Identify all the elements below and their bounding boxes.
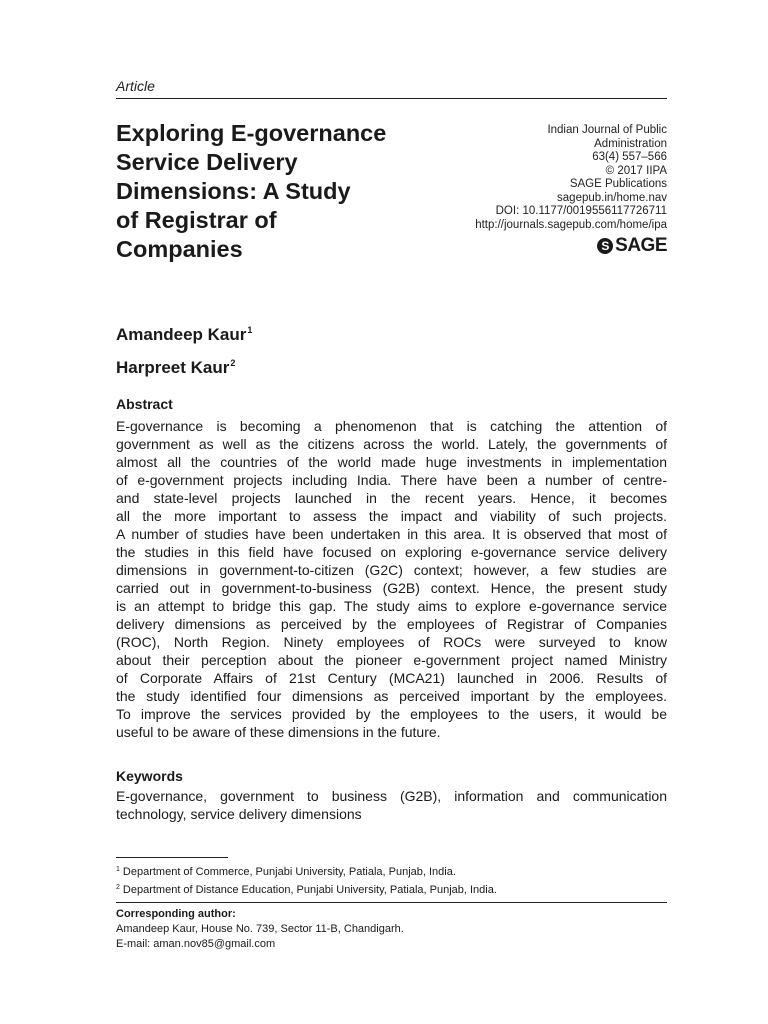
article-title [116,119,446,264]
journal-url[interactable]: http://journals.sagepub.com/home/ipa [475,218,667,231]
footnote-rule [116,857,228,858]
abstract-line: delivery dimensions as perceived by the employees of Registrar of Companies [116,616,667,632]
title-line: Companies [116,236,243,262]
journal-copyright: © 2017 IIPA [605,164,667,177]
abstract-line: the studies in this field have focused on exploring e-governance service delivery [116,544,667,560]
abstract-text [116,417,667,741]
abstract-line: E-governance is becoming a phenomenon that is catching the attention of [116,418,667,434]
author-list [116,316,252,382]
keywords-line: E-governance, government to business (G2B), information and communication [116,788,667,804]
sage-logo [597,235,667,257]
header-rule [116,98,667,99]
title-line: of Registrar of [116,207,277,233]
abstract-line: all the more important to assess the impact and viability of such projects. [116,508,667,524]
abstract-line: useful to be aware of these dimensions in the future. [116,724,441,740]
journal-doi[interactable]: DOI: 10.1177/0019556117726711 [495,205,667,217]
abstract-line: almost all the countries of the world made huge investments in implementation [116,454,667,470]
abstract-line: dimensions in government-to-citizen (G2C) context; however, a few studies are [116,562,667,578]
abstract-line: A number of studies have been undertaken in this area. It is observed that most of [116,526,667,542]
title-line: Dimensions: A Study [116,178,351,204]
abstract-line: of e-government projects including India. There have been a number of centre- [116,472,667,488]
journal-name-line: Indian Journal of Public [547,124,667,136]
abstract-line: To improve the services provided by the employees to the users, it would be [116,706,667,722]
journal-info [407,124,667,232]
abstract-line: (ROC), North Region. Ninety employees of ROCs were surveyed to know [116,634,667,650]
abstract-line: is an attempt to bridge this gap. The study aims to explore e-governance service [116,598,667,614]
abstract-line: government as well as the citizens across the world. Lately, the governments of [116,436,667,452]
keywords-heading: Keywords [116,768,183,784]
journal-website[interactable]: sagepub.in/home.nav [557,191,667,204]
title-line: Service Delivery [116,149,298,175]
corresponding-author [116,907,667,952]
corresponding-rule [116,902,667,903]
journal-publisher: SAGE Publications [569,178,667,190]
author-name: Harpreet Kaur$^2$ [116,358,236,377]
abstract-heading: Abstract [116,396,173,412]
footnotes [116,862,667,898]
corresponding-email[interactable]: E-mail: aman.nov85@gmail.com [116,938,276,950]
journal-name-line: Administration [594,137,667,150]
corresponding-address: Amandeep Kaur, House No. 739, Sector 11-B, Chandigarh. [116,923,404,935]
abstract-line: of Corporate Affairs of 21st Century (MCA21) launched in 2006. Results of [116,670,667,686]
footnote: $^1$ Department of Commerce, Punjabi University, Patiala, Punjab, India. [116,866,456,878]
abstract-line: the study identified four dimensions as perceived important by the employees. [116,688,667,704]
abstract-line: about their perception about the pioneer e-government project named Ministry [116,652,667,668]
corresponding-heading: Corresponding author: [116,908,236,920]
section-label: Article [116,78,155,94]
author-name: Amandeep Kaur$^1$ [116,325,253,344]
abstract-line: and state-level projects launched in the recent years. Hence, it becomes [116,490,667,506]
journal-volume: 63(4) 557–566 [592,151,667,163]
sage-logo-icon: S [597,238,613,254]
title-line: Exploring E-governance [116,120,387,146]
keywords-line: technology, service delivery dimensions [116,806,362,822]
keywords-text [116,787,667,823]
abstract-line: carried out in government-to-business (G2B) context. Hence, the present study [116,580,667,596]
sage-logo-text: SAGE [615,235,667,256]
footnote: $^2$ Department of Distance Education, Punjabi University, Patiala, Punjab, India. [116,884,497,896]
